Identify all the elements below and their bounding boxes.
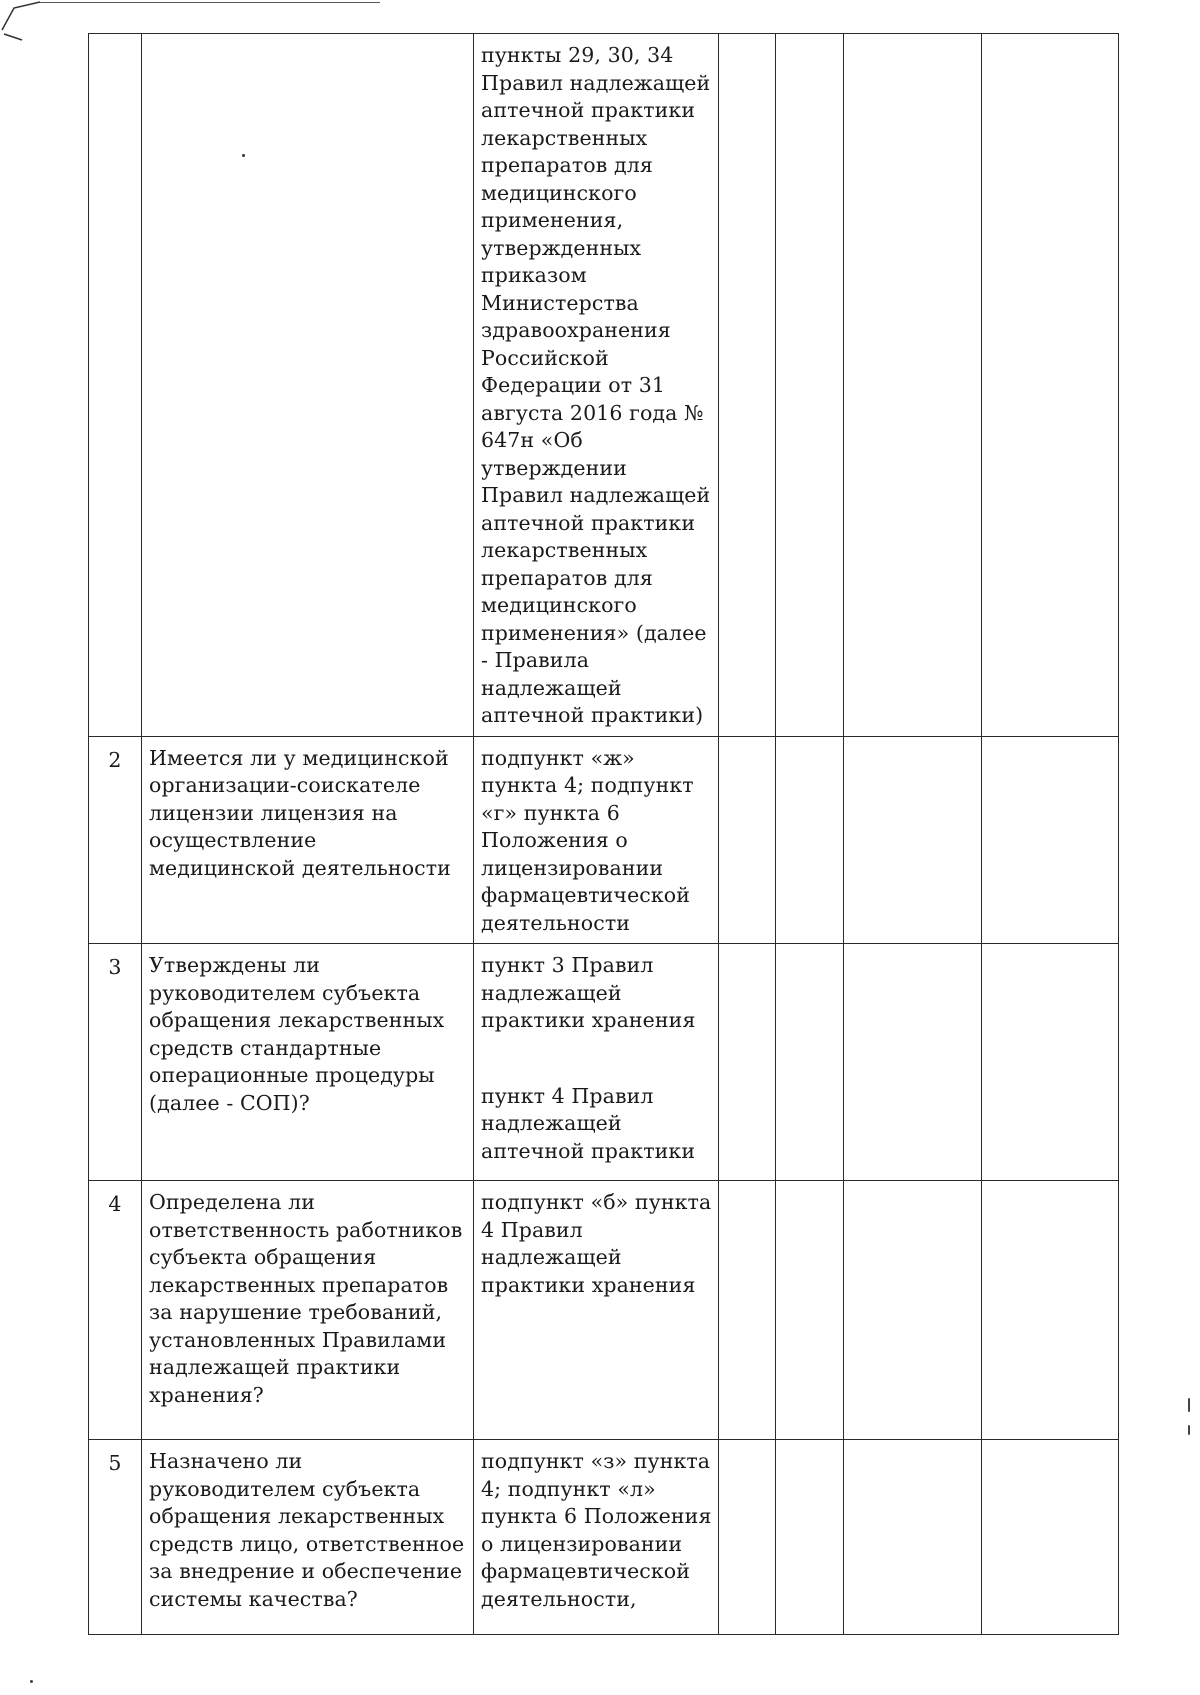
table-row [89,1440,1119,1635]
question-cell [142,34,474,737]
not-applicable-cell [844,34,982,737]
legal-basis-cell: подпункт «б» пункта 4 Правил надлежащей практики хранения [474,1181,719,1440]
table-row [89,944,1119,1181]
legal-basis-cell: подпункт «ж» пункта 4; подпункт «г» пункта 6 Положения о лицензировании фармацевтической деятельности [474,736,719,944]
checklist-table [88,33,1119,1635]
question-cell: Утверждены ли руководителем субъекта обращения лекарственных средств стандартные операционные процедуры (далее - СОП)? [142,944,474,1181]
legal-basis-cell: пункты 29, 30, 34 Правил надлежащей аптечной практики лекарственных препаратов для медицинского применения, утвержденных приказом Министерства здравоохранения Российской Федерации от 31 августа 2016 года № 647н «Об утверждении Правил надлежащей аптечной практики лекарственных препаратов для медицинского применения» (далее - Правила надлежащей аптечной практики) [474,34,719,737]
table-row [89,34,1119,737]
answer-no-cell [776,34,844,737]
scan-dot [242,154,245,157]
note-cell [982,1181,1119,1440]
question-cell: Определена ли ответственность работников субъекта обращения лекарственных препаратов за нарушение требований, установленных Правилами надлежащей практики хранения? [142,1181,474,1440]
answer-yes-cell [719,34,776,737]
row-number [89,34,142,737]
scan-speck [1188,1398,1190,1412]
answer-yes-cell [719,1181,776,1440]
legal-basis-cell: подпункт «з» пункта 4; подпункт «л» пункта 6 Положения о лицензировании фармацевтической деятельности, [474,1440,719,1635]
note-cell [982,34,1119,737]
scan-corner-mark [0,0,60,50]
not-applicable-cell [844,944,982,1181]
not-applicable-cell [844,736,982,944]
answer-yes-cell [719,736,776,944]
note-cell [982,1440,1119,1635]
table-row [89,736,1119,944]
answer-yes-cell [719,944,776,1181]
not-applicable-cell [844,1181,982,1440]
scan-top-line [40,2,380,3]
question-cell: Имеется ли у медицинской организации-соискателе лицензии лицензия на осуществление медицинской деятельности [142,736,474,944]
answer-no-cell [776,1440,844,1635]
scan-speck [1188,1425,1190,1435]
row-number: 2 [89,736,142,944]
not-applicable-cell [844,1440,982,1635]
scan-speck [30,1680,33,1683]
row-number: 4 [89,1181,142,1440]
row-number: 3 [89,944,142,1181]
legal-basis-text: пункт 3 Правил надлежащей практики хранения [481,953,696,1032]
note-cell [982,944,1119,1181]
answer-no-cell [776,736,844,944]
question-cell: Назначено ли руководителем субъекта обращения лекарственных средств лицо, ответственное за внедрение и обеспечение системы качества? [142,1440,474,1635]
row-number: 5 [89,1440,142,1635]
answer-no-cell [776,944,844,1181]
answer-no-cell [776,1181,844,1440]
table-row [89,1181,1119,1440]
note-cell [982,736,1119,944]
answer-yes-cell [719,1440,776,1635]
legal-basis-cell [474,944,719,1181]
legal-basis-text-extra: пункт 4 Правил надлежащей аптечной практики [481,1083,696,1163]
